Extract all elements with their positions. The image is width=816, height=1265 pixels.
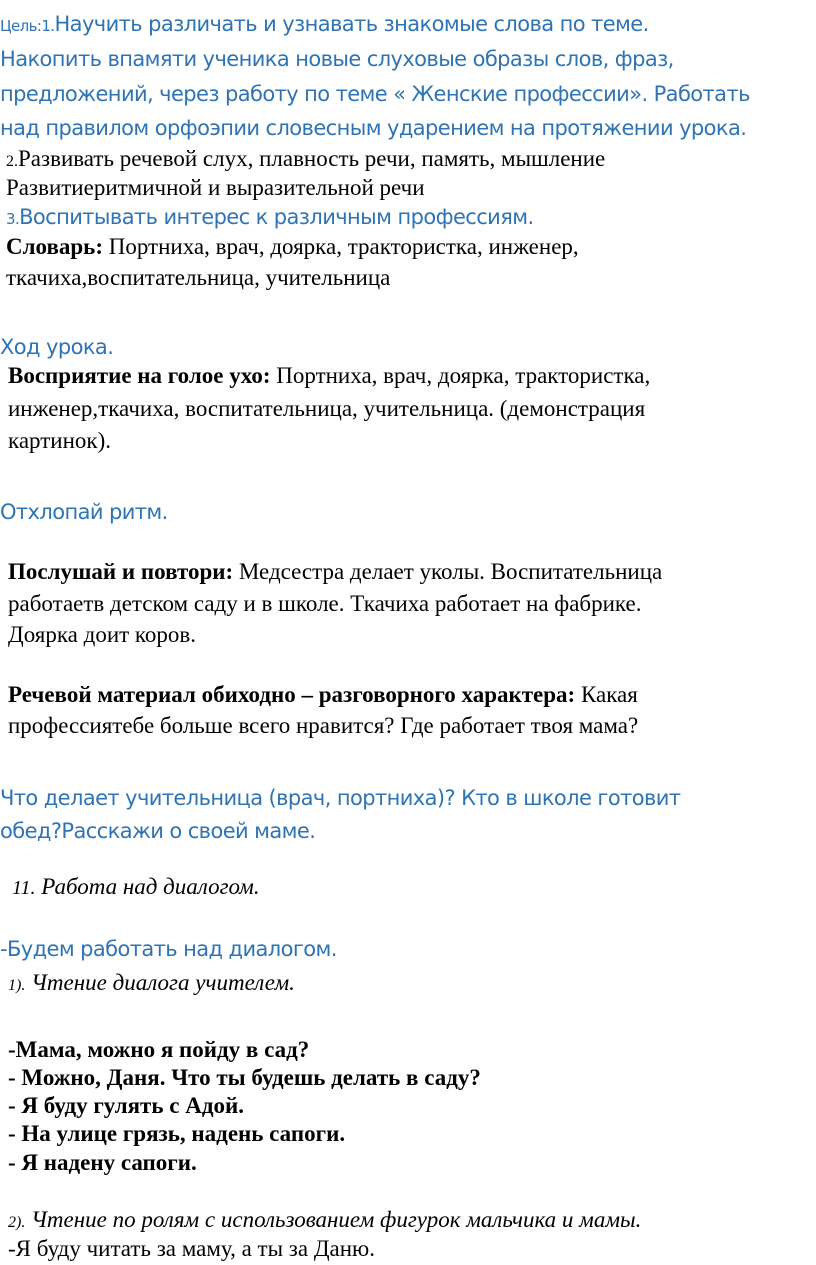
dialog-line [8,1150,197,1176]
listen-text-1: Медсестра делает уколы. Воспитательница [233,559,663,584]
goal-line-7 [6,205,534,229]
perception-label: Восприятие на голое ухо: [8,363,271,388]
dialog-section-title: Работа над диалогом. [35,874,260,899]
dialog-line-text: - Я буду гулять с Адой. [8,1093,244,1118]
listen-line-1 [8,559,662,585]
goal-number-1: 1. [41,17,55,35]
goal-line-2: Накопить впамяти ученика новые слуховые образы слов, фраз, [0,47,674,71]
perception-line-3: картинок). [8,428,111,453]
dialog-line-text: -Мама, можно я пойду в сад? [8,1037,310,1062]
questions-line-2: обед?Расскажи о своей маме. [0,819,316,843]
goal-line-1 [0,12,649,36]
speech-line-1 [8,682,638,708]
vocab-label: Словарь: [6,234,103,259]
dialog-section-heading [12,874,260,900]
perception-line-2: инженер,ткачиха, воспитательница, учительница. (демонстрация [8,396,646,421]
goal-number-2: 2. [6,153,18,170]
perception-line-1 [8,363,650,389]
goal-label: Цель: [0,17,42,35]
goal-text-7: Воспитывать интерес к различным профессиям. [19,205,534,229]
dialog-line [8,1037,309,1063]
goal-number-3: 3. [6,210,20,228]
speech-text-1: Какая [575,682,638,707]
dialog-line [8,1093,244,1119]
vocab-line-2: ткачиха,воспитательница, учительница [6,265,391,290]
step-2 [8,1207,641,1233]
dialog-section-number: 11. [12,877,36,899]
speech-line-2: профессиятебе больше всего нравится? Где работает твоя мама? [8,713,639,738]
goal-text-1: Научить различать и узнавать знакомые слова по теме. [54,12,649,36]
goal-line-4: над правилом орфоэпии словесным ударением на протяжении урока. [0,116,747,140]
listen-line-3: Доярка доит коров. [8,622,197,647]
perception-text-1: Портниха, врач, доярка, трактористка, [270,363,651,388]
speech-label: Речевой материал обиходно – разговорного характера: [8,682,576,707]
step-2-number: 2). [8,1214,26,1231]
step-1 [8,970,295,996]
goal-text-5: Развивать речевой слух, плавность речи, память, мышление [18,146,606,171]
dialog-intro: -Будем работать над диалогом. [0,937,337,961]
dialog-line-text: - На улице грязь, надень сапоги. [8,1121,346,1146]
vocab-line-1 [6,234,579,260]
dialog-line [8,1065,481,1091]
step-2-text: Чтение по ролям с использованием фигурок мальчика и мамы. [25,1207,642,1232]
vocab-text-1: Портниха, врач, доярка, трактористка, инженер, [102,234,579,259]
lesson-heading: Ход урока. [0,335,114,359]
step-1-number: 1). [8,977,26,994]
final-line: -Я буду читать за маму, а ты за Даню. [8,1236,375,1261]
listen-label: Послушай и повтори: [8,559,234,584]
goal-line-3: предложений, через работу по теме « Женские профессии». Работать [0,82,750,106]
dialog-line-text: - Можно, Даня. Что ты будешь делать в саду? [8,1065,481,1090]
questions-line-1: Что делает учительница (врач, портниха)? Кто в школе готовит [0,786,681,810]
goal-line-5 [6,146,605,172]
step-1-text: Чтение диалога учителем. [25,970,295,995]
dialog-line-text: - Я надену сапоги. [8,1150,197,1175]
goal-line-6: Развитиеритмичной и выразительной речи [6,175,425,200]
dialog-line [8,1121,345,1147]
rhythm-heading: Отхлопай ритм. [0,500,168,524]
listen-line-2: работаетв детском саду и в школе. Ткачиха работает на фабрике. [8,591,642,616]
